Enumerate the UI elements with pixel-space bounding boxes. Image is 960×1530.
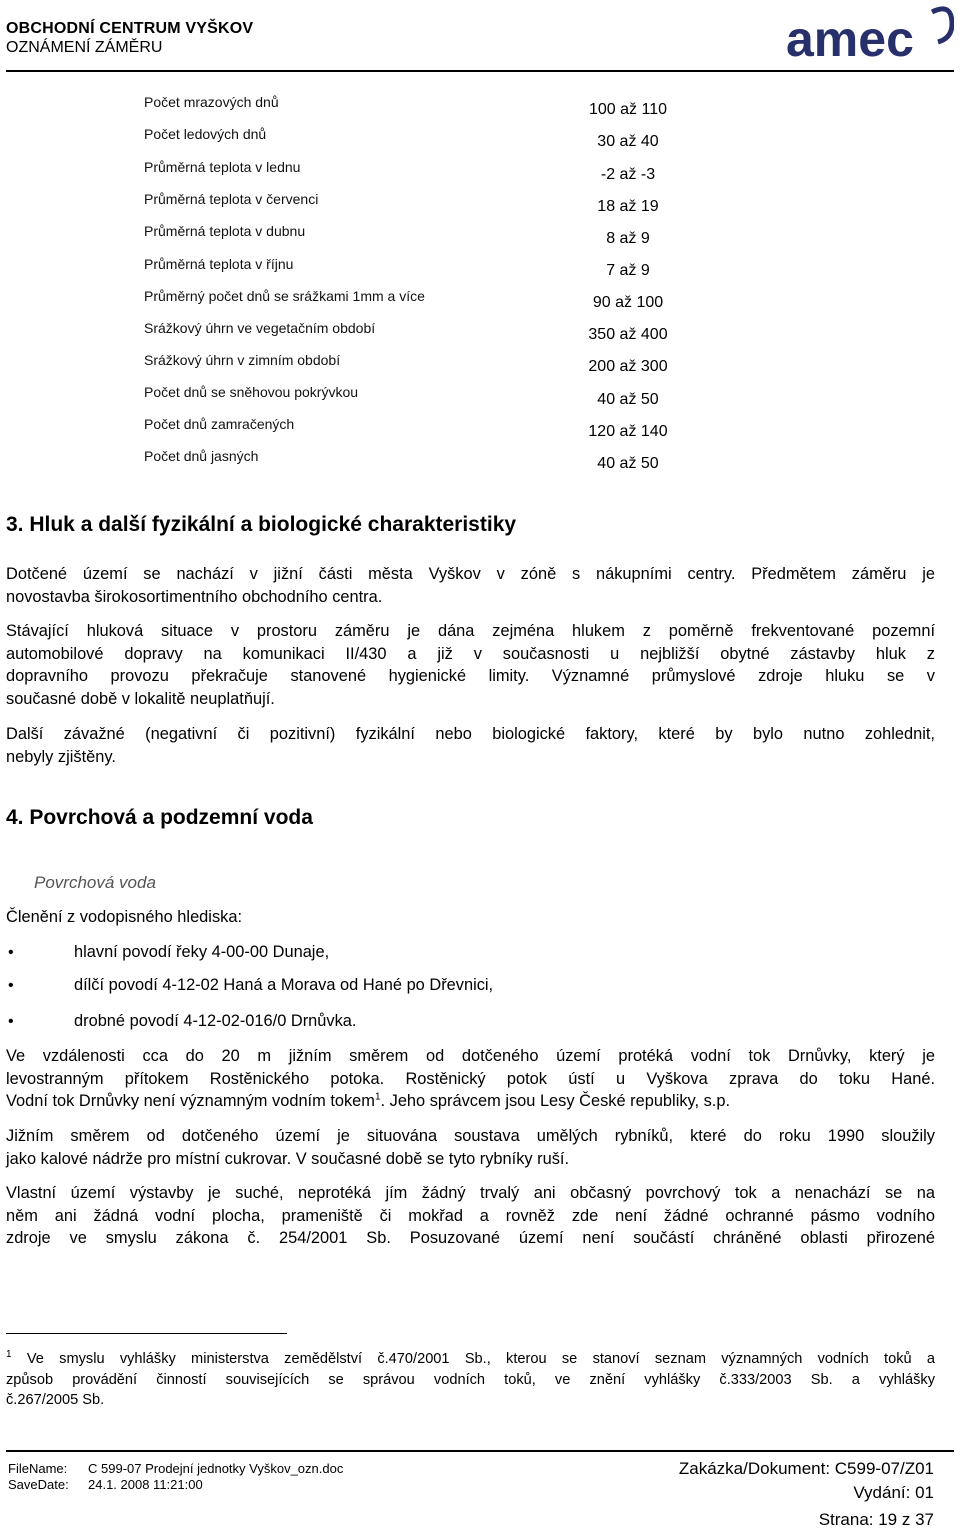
section-3-paragraph-3	[6, 723, 935, 768]
filename-label: FileName:	[8, 1461, 68, 1476]
text-fragment: . Jeho správcem jsou Lesy České republiky, s.p.	[380, 1092, 731, 1110]
bullet-icon: •	[8, 1013, 14, 1030]
climate-value: 200 až 300	[588, 358, 668, 375]
text-line: Ve vzdálenosti cca do 20 m jižním směrem od dotčeného území protéká vodní tok Drnůvky, který je	[6, 1047, 935, 1065]
climate-value: 120 až 140	[588, 423, 668, 440]
amec-logo	[782, 4, 954, 64]
text-line: způsob provádění činností souvisejících se správou vodních toků, ve znění vyhlášky č.333/2003 Sb. a vyhlášky	[6, 1371, 935, 1388]
text-line: zdroje ve smyslu zákona č. 254/2001 Sb. Posuzované území není součástí chráněné oblasti přirozené	[6, 1229, 935, 1247]
climate-value: 7 až 9	[606, 262, 650, 279]
text-line: levostranným přítokem Rostěnického potoka. Rostěnický potok ústí u Vyškova zprava do toku Hané.	[6, 1069, 935, 1088]
section-4-heading: 4. Povrchová a podzemní voda	[6, 806, 313, 829]
climate-value: -2 až -3	[600, 166, 656, 183]
text-fragment: Vodní tok Drnůvky není významným vodním tokem	[6, 1092, 375, 1110]
climate-value: 100 až 110	[589, 101, 667, 118]
section-3-paragraph-2	[6, 620, 935, 710]
climate-label: Průměrná teplota v lednu	[144, 159, 301, 175]
classification-intro: Členění z vodopisného hlediska:	[6, 908, 242, 926]
climate-label: Počet dnů jasných	[144, 448, 259, 464]
savedate-value: 24.1. 2008 11:21:00	[88, 1477, 203, 1492]
climate-label: Počet dnů se sněhovou pokrývkou	[144, 384, 359, 400]
text-line	[6, 1090, 935, 1113]
bullet-item: dílčí povodí 4-12-02 Haná a Morava od Hané po Dřevnici,	[74, 976, 494, 994]
climate-value: 8 až 9	[606, 230, 650, 247]
climate-value: 40 až 50	[597, 455, 659, 472]
bullet-icon: •	[8, 977, 14, 994]
climate-value: 18 až 19	[597, 198, 659, 215]
text-line: dopravního provozu překračuje stanovené hygienické limity. Významné průmyslové zdroje hluku se v	[6, 667, 935, 685]
climate-label: Srážkový úhrn v zimním období	[144, 352, 341, 368]
footnote-separator	[6, 1333, 287, 1334]
section-4-paragraph-3	[6, 1182, 935, 1250]
text-fragment: Ve smyslu vyhlášky ministerstva zemědělství č.470/2001 Sb., kterou se stanoví seznam významných vodních toků a	[11, 1351, 935, 1367]
issue-number: Vydání: 01	[853, 1483, 934, 1502]
section-3-heading: 3. Hluk a další fyzikální a biologické charakteristiky	[6, 513, 517, 536]
amec-logo-text: amec	[786, 11, 914, 64]
climate-label: Počet dnů zamračených	[144, 416, 295, 432]
subheading-surface-water: Povrchová voda	[34, 873, 156, 892]
climate-value: 30 až 40	[597, 133, 659, 150]
text-line: současné době v lokalitě neuplatňují.	[6, 689, 275, 708]
bullet-icon: •	[8, 944, 14, 961]
climate-label: Průměrná teplota v říjnu	[144, 256, 294, 272]
footnote-reference[interactable]: 1	[374, 1091, 381, 1103]
savedate-label: SaveDate:	[8, 1477, 69, 1492]
footer-rule	[6, 1450, 954, 1452]
footnote	[6, 1349, 935, 1411]
climate-label: Průměrná teplota v dubnu	[144, 223, 306, 239]
header-rule	[6, 70, 954, 72]
text-line: Jižním směrem od dotčeného území je situována soustava umělých rybníků, které do roku 1990 sloužily	[6, 1127, 935, 1145]
text-line: Dotčené území se nachází v jižní části města Vyškov v zóně s nákupními centry. Předmětem záměru je	[6, 565, 935, 583]
text-line: Další závažné (negativní či pozitivní) fyzikální nebo biologické faktory, které by bylo nutno zohlednit,	[6, 725, 935, 743]
text-line: nebyly zjištěny.	[6, 747, 116, 766]
text-line: něm ani žádná vodní plocha, prameniště či mokřad a rovněž zde není žádné ochranné pásmo vodního	[6, 1206, 935, 1225]
text-line: Vlastní území výstavby je suché, neprotéká jím žádný trvalý ani občasný povrchový tok a nenachází se na	[6, 1184, 935, 1202]
footnote-marker: 1	[6, 1349, 12, 1361]
logo-swirl-icon	[932, 9, 952, 42]
text-line	[6, 1349, 935, 1370]
text-line: novostavba širokosortimentního obchodního centra.	[6, 587, 383, 606]
bullet-item: drobné povodí 4-12-02-016/0 Drnůvka.	[74, 1012, 357, 1030]
page-number: Strana: 19 z 37	[818, 1510, 934, 1529]
text-line: automobilové dopravy na komunikaci II/430 a již v současnosti u nejbližší obytné zástavby hluk z	[6, 644, 935, 663]
climate-label: Počet mrazových dnů	[144, 94, 279, 110]
document-subtitle: OZNÁMENÍ ZÁMĚRU	[6, 39, 163, 56]
climate-label: Průměrná teplota v červenci	[144, 191, 319, 207]
climate-label: Srážkový úhrn ve vegetačním období	[144, 320, 376, 336]
climate-value: 40 až 50	[597, 391, 659, 408]
climate-label: Průměrný počet dnů se srážkami 1mm a více	[144, 288, 425, 304]
text-line: jako kalové nádrže pro místní cukrovar. V současné době se tyto rybníky ruší.	[6, 1149, 570, 1168]
document-title: OBCHODNÍ CENTRUM VYŠKOV	[6, 20, 254, 37]
text-line: č.267/2005 Sb.	[6, 1392, 105, 1408]
text-line: Stávající hluková situace v prostoru záměru je dána zejména hlukem z poměrně frekventované pozemní	[6, 622, 935, 640]
section-3-paragraph-1	[6, 563, 935, 608]
climate-value: 90 až 100	[592, 294, 664, 311]
bullet-item: hlavní povodí řeky 4-00-00 Dunaje,	[74, 943, 330, 961]
climate-value: 350 až 400	[588, 326, 668, 343]
filename-value: C 599-07 Prodejní jednotky Vyškov_ozn.doc	[88, 1461, 344, 1476]
section-4-paragraph-2	[6, 1125, 935, 1170]
order-number: Zakázka/Dokument: C599-07/Z01	[678, 1459, 934, 1478]
climate-label: Počet ledových dnů	[144, 126, 267, 142]
section-4-paragraph-1	[6, 1045, 935, 1113]
